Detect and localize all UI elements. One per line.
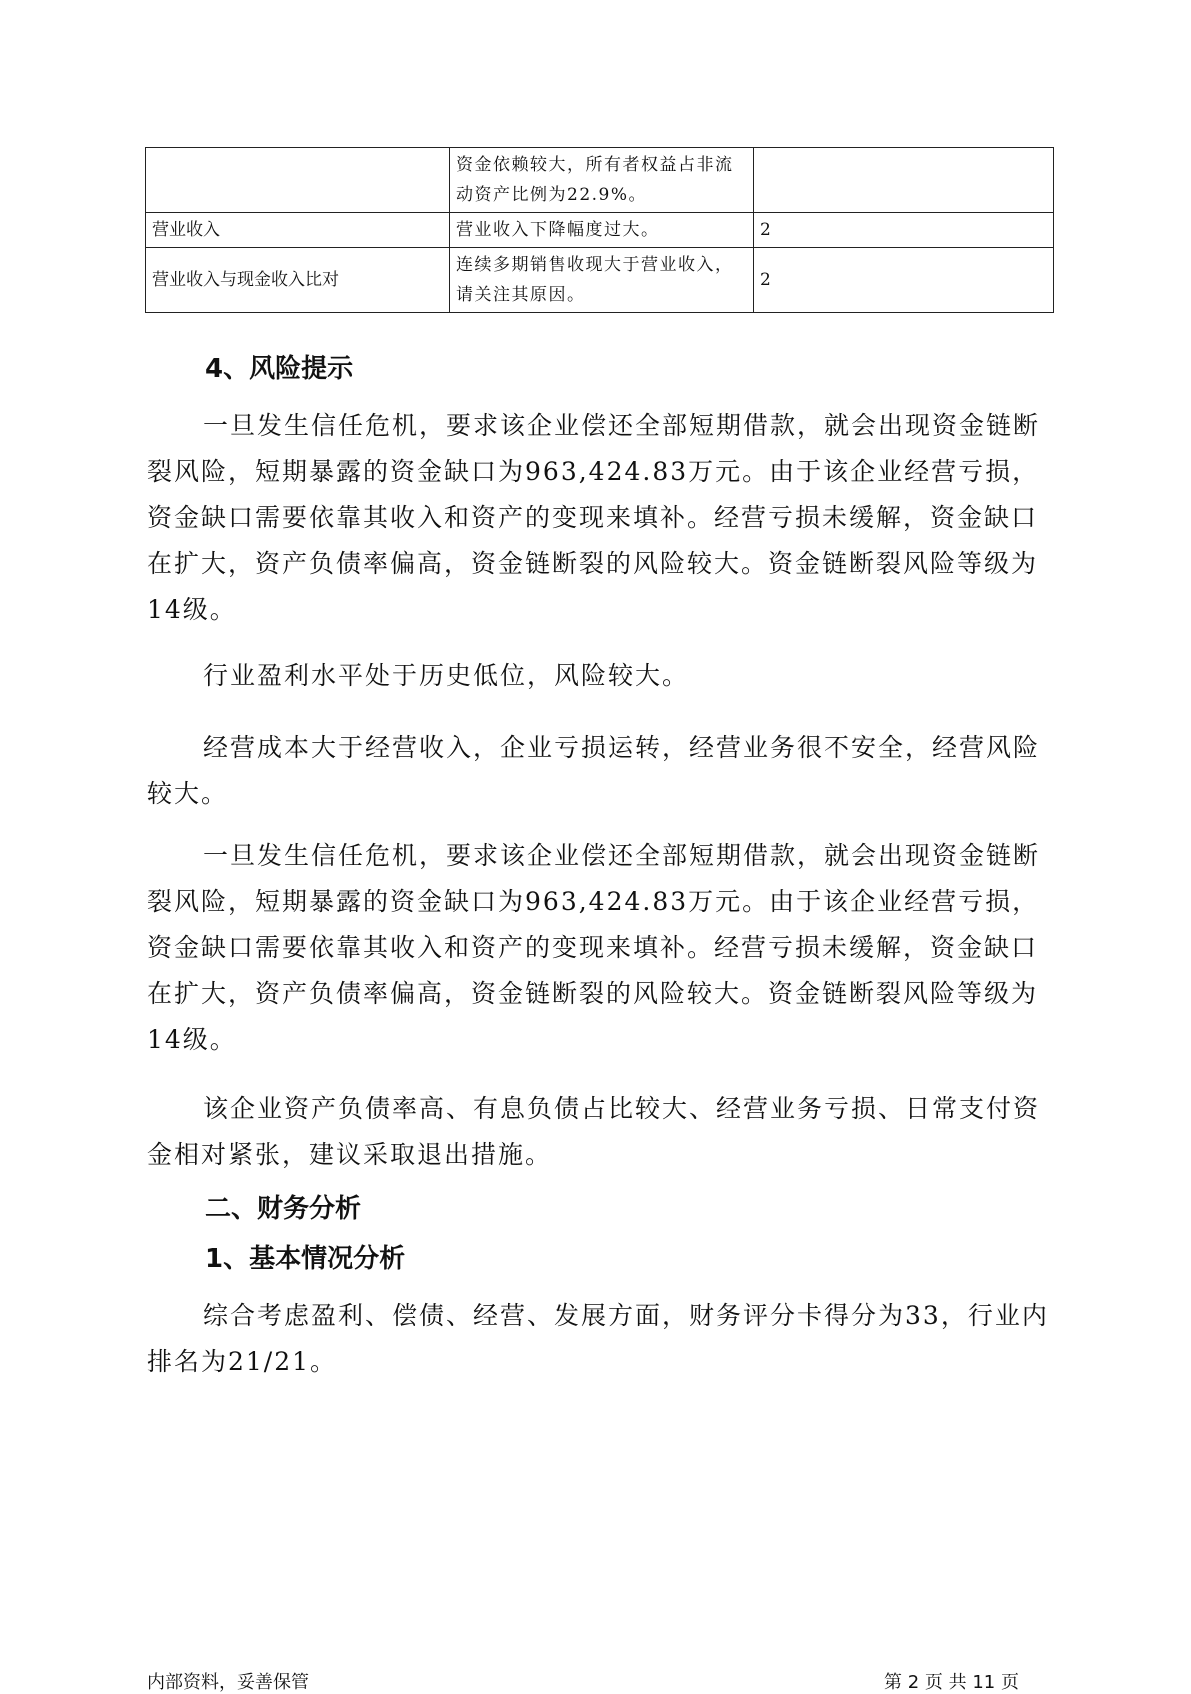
table-cell: 营业收入下降幅度过大。 xyxy=(450,213,754,248)
table-cell: 营业收入 xyxy=(146,213,450,248)
table-row xyxy=(146,248,1054,313)
finance-heading: 二、财务分析 xyxy=(205,1194,362,1224)
table-cell: 2 xyxy=(754,248,1054,313)
risk-table xyxy=(145,147,1054,313)
table-cell: 连续多期销售收现大于营业收入，请关注其原因。 xyxy=(450,248,754,313)
table-cell xyxy=(146,148,450,213)
table-cell: 营业收入与现金收入比对 xyxy=(146,248,450,313)
table-cell: 资金依赖较大，所有者权益占非流动资产比例为22.9%。 xyxy=(450,148,754,213)
paragraph: 该企业资产负债率高、有息负债占比较大、经营业务亏损、日常支付资金相对紧张，建议采取退出措施。 xyxy=(147,1094,1041,1169)
paragraph: 一旦发生信任危机，要求该企业偿还全部短期借款，就会出现资金链断裂风险，短期暴露的资金缺口为963,424.83万元。由于该企业经营亏损，资金缺口需要依靠其收入和资产的变现来填补。经营亏损未缓解，资金缺口在扩大，资产负债率偏高，资金链断裂的风险较大。资金链断裂风险等级为14级。 xyxy=(147,411,1041,624)
risk-heading: 4、风险提示 xyxy=(205,354,354,384)
basic-analysis-heading: 1、基本情况分析 xyxy=(205,1244,406,1274)
table-cell: 2 xyxy=(754,213,1054,248)
paragraph: 一旦发生信任危机，要求该企业偿还全部短期借款，就会出现资金链断裂风险，短期暴露的资金缺口为963,424.83万元。由于该企业经营亏损，资金缺口需要依靠其收入和资产的变现来填补。经营亏损未缓解，资金缺口在扩大，资产负债率偏高，资金链断裂的风险较大。资金链断裂风险等级为14级。 xyxy=(147,841,1041,1054)
table-row xyxy=(146,213,1054,248)
paragraph: 综合考虑盈利、偿债、经营、发展方面，财务评分卡得分为33，行业内排名为21/21。 xyxy=(147,1301,1049,1376)
table-row xyxy=(146,148,1054,213)
footer-note: 内部资料，妥善保管 xyxy=(147,1672,309,1693)
table-cell xyxy=(754,148,1054,213)
paragraph: 行业盈利水平处于历史低位，风险较大。 xyxy=(203,661,690,690)
paragraph: 经营成本大于经营收入，企业亏损运转，经营业务很不安全，经营风险较大。 xyxy=(147,733,1041,808)
page-number: 第 2 页 共 11 页 xyxy=(884,1672,1019,1693)
